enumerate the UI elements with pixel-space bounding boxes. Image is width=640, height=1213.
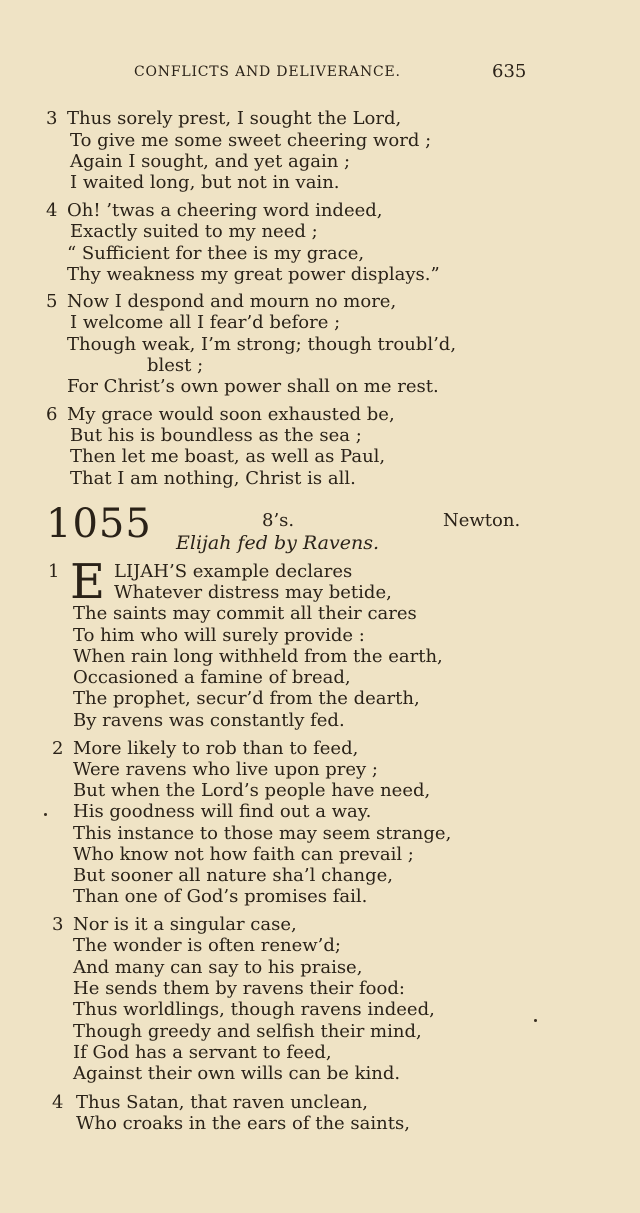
hymn-title: Elijah fed by Ravens. bbox=[176, 532, 380, 554]
verse-line: Though weak, I’m strong; though troubl’d, bbox=[67, 334, 457, 355]
verse-number: 3 bbox=[46, 108, 58, 129]
verse-number: 4 bbox=[52, 1092, 64, 1113]
verse-line: This instance to those may seem strange, bbox=[73, 823, 452, 844]
verse-line: Then let me boast, as well as Paul, bbox=[70, 446, 386, 467]
verse-number: 5 bbox=[46, 291, 58, 312]
drop-cap: E bbox=[70, 554, 106, 610]
verse-number: 6 bbox=[46, 404, 58, 425]
verse-line: Oh! ’twas a cheering word indeed, bbox=[67, 200, 383, 221]
verse-line: By ravens was constantly fed. bbox=[73, 710, 345, 731]
verse-line: To give me some sweet cheering word ; bbox=[70, 130, 432, 151]
verse-line: But when the Lord’s people have need, bbox=[73, 780, 431, 801]
verse-line: I waited long, but not in vain. bbox=[70, 172, 340, 193]
verse-line: Thus Satan, that raven unclean, bbox=[76, 1092, 368, 1113]
running-head: CONFLICTS AND DELIVERANCE. bbox=[134, 64, 401, 80]
verse-number: 2 bbox=[52, 738, 64, 759]
hymn-number: 1055 bbox=[46, 501, 152, 547]
verse-line: blest ; bbox=[147, 355, 204, 376]
verse-line: Again I sought, and yet again ; bbox=[70, 151, 351, 172]
verse-line: Than one of God’s promises fail. bbox=[73, 886, 368, 907]
verse-line: Now I despond and mourn no more, bbox=[67, 291, 397, 312]
hymn-meter: 8’s. bbox=[262, 510, 295, 531]
verse-line: To him who will surely provide : bbox=[73, 625, 365, 646]
verse-line: LIJAH’S example declares bbox=[114, 561, 353, 582]
verse-line: But sooner all nature sha’l change, bbox=[73, 865, 394, 886]
verse-line: Thus worldlings, though ravens indeed, bbox=[73, 999, 435, 1020]
verse-line: More likely to rob than to feed, bbox=[73, 738, 359, 759]
verse-line: Were ravens who live upon prey ; bbox=[73, 759, 378, 780]
verse-line: Occasioned a famine of bread, bbox=[73, 667, 351, 688]
verse-line: Exactly suited to my need ; bbox=[70, 221, 318, 242]
verse-number: 3 bbox=[52, 914, 64, 935]
hymn-tune: Newton. bbox=[443, 510, 521, 531]
verse-number: 1 bbox=[48, 561, 60, 582]
verse-line: His goodness will find out a way. bbox=[73, 801, 372, 822]
verse-line: He sends them by ravens their food: bbox=[73, 978, 405, 999]
verse-line: Against their own wills can be kind. bbox=[73, 1063, 401, 1084]
verse-line: But his is boundless as the sea ; bbox=[70, 425, 362, 446]
ink-dot bbox=[534, 1019, 537, 1022]
ink-dot bbox=[44, 813, 47, 816]
verse-line: Though greedy and selfish their mind, bbox=[73, 1021, 422, 1042]
verse-line: I welcome all I fear’d before ; bbox=[70, 312, 341, 333]
verse-line: Who know not how faith can prevail ; bbox=[73, 844, 414, 865]
page-header bbox=[0, 61, 640, 88]
verse-line: The prophet, secur’d from the dearth, bbox=[73, 688, 420, 709]
verse-number: 4 bbox=[46, 200, 58, 221]
verse-line: If God has a servant to feed, bbox=[73, 1042, 332, 1063]
verse-line: Thus sorely prest, I sought the Lord, bbox=[67, 108, 402, 129]
verse-line: The wonder is often renew’d; bbox=[73, 935, 341, 956]
verse-line: Nor is it a singular case, bbox=[73, 914, 297, 935]
verse-line: When rain long withheld from the earth, bbox=[73, 646, 443, 667]
verse-line: That I am nothing, Christ is all. bbox=[70, 468, 356, 489]
verse-line: Who croaks in the ears of the saints, bbox=[76, 1113, 410, 1134]
verse-line: Thy weakness my great power displays.” bbox=[67, 264, 440, 285]
verse-line: And many can say to his praise, bbox=[73, 957, 363, 978]
verse-line: Whatever distress may betide, bbox=[114, 582, 392, 603]
verse-line: The saints may commit all their cares bbox=[73, 603, 417, 624]
page-number: 635 bbox=[492, 61, 527, 82]
verse-line: For Christ’s own power shall on me rest. bbox=[67, 376, 439, 397]
verse-line: My grace would soon exhausted be, bbox=[67, 404, 395, 425]
verse-line: “ Sufficient for thee is my grace, bbox=[67, 243, 365, 264]
